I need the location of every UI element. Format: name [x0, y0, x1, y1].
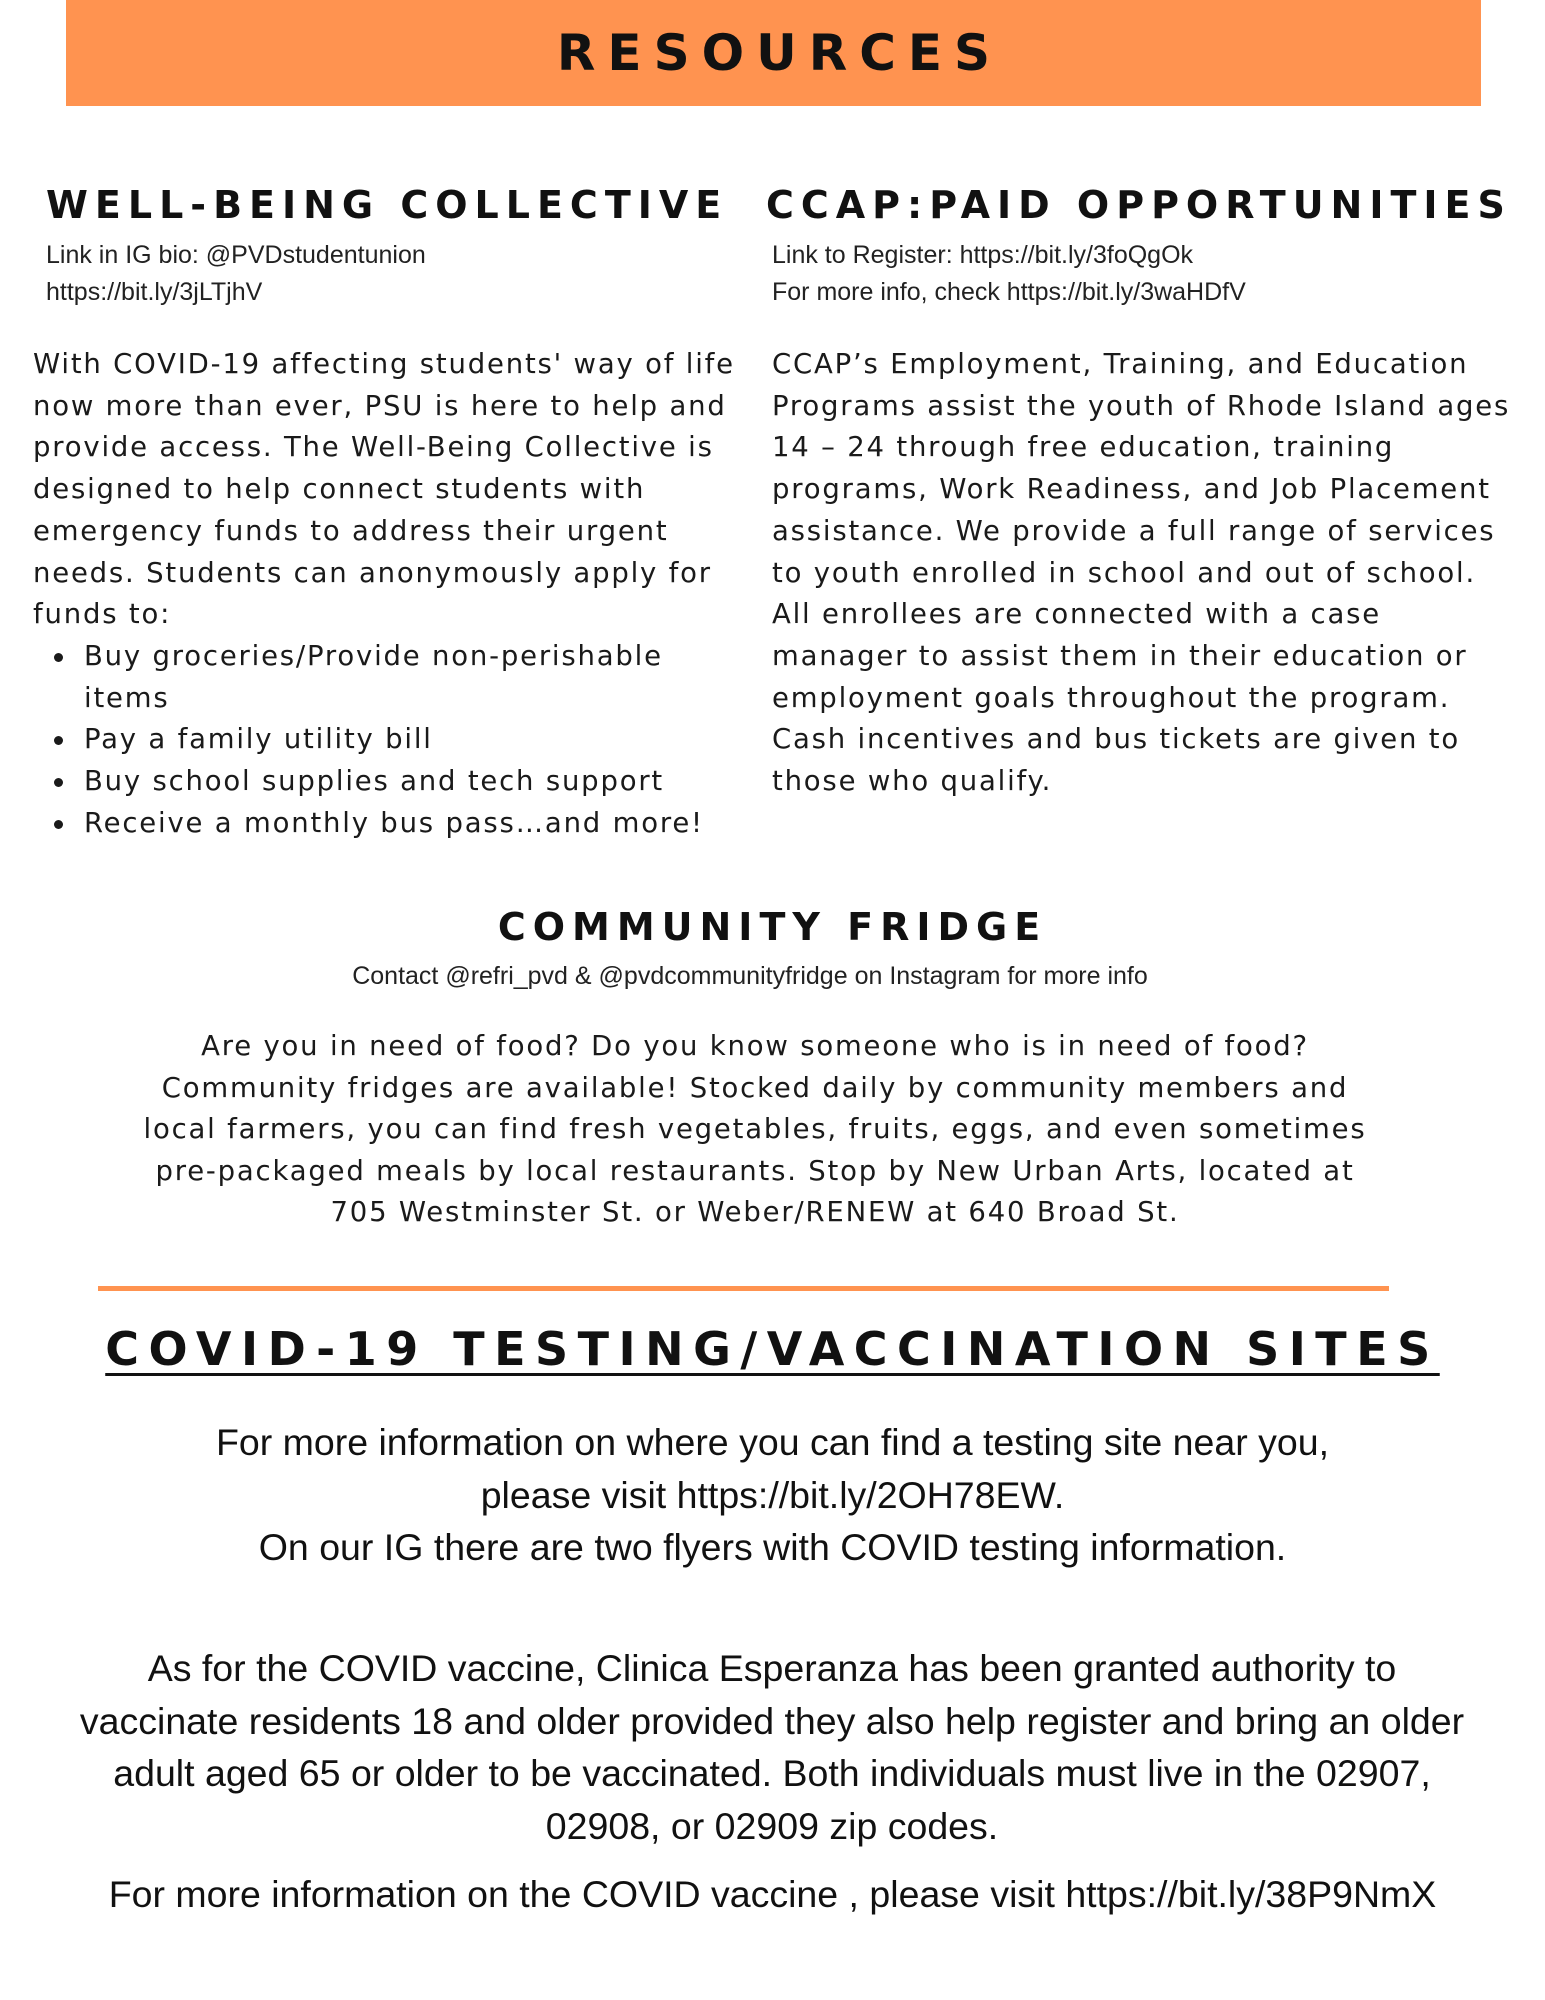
well-being-intro: With COVID-19 affecting students' way of life now more than ever, PSU is here to help and provide access. The Well-Being Collective is designed to help connect students with emergency funds to address their urgent needs. Students can anonymously apply for funds to:: [33, 348, 735, 631]
well-being-url: https://bit.ly/3jLTjhV: [46, 278, 263, 306]
page-title: RESOURCES: [556, 24, 1003, 82]
well-being-heading: WELL-BEING COLLECTIVE: [46, 183, 729, 227]
community-fridge-body: Are you in need of food? Do you know someone who is in need of food? Community fridges are available! Stocked daily by community members and local farmers, you can find fresh vegetables, fruits, eggs, and even sometimes pre-packaged meals by local restaurants. Stop by New Urban Arts, located at 705 Westminster St. or Weber/RENEW at 640 Broad St.: [143, 1030, 1367, 1228]
list-item: Buy groceries/Provide non-perishable items: [84, 636, 743, 719]
testing-info-line: On our IG there are two flyers with COVID testing information.: [258, 1526, 1287, 1568]
vaccine-link-line: For more information on the COVID vaccine , please visit https://bit.ly/38P9NmX: [108, 1873, 1437, 1915]
vaccine-info: [72, 1642, 1472, 1852]
section-divider: [98, 1286, 1389, 1291]
ccap-info-link: For more info, check https://bit.ly/3waHDfV: [772, 278, 1246, 306]
ccap-body: CCAP’s Employment, Training, and Education Programs assist the youth of Rhode Island ages 14 – 24 through free education, training programs, Work Readiness, and Job Placement assistance. We provide a full range of services to youth enrolled in school and out of school. All enrollees are connected with a case manager to assist them in their education or employment goals throughout the program. Cash incentives and bus tickets are given to those who qualify.: [772, 348, 1511, 798]
funds-list: [33, 636, 743, 845]
community-fridge-heading: COMMUNITY FRIDGE: [497, 905, 1048, 949]
ccap-heading: CCAP:PAID OPPORTUNITIES: [766, 183, 1512, 227]
well-being-ig-link: Link in IG bio: @PVDstudentunion: [46, 241, 426, 269]
vaccine-link-info: [0, 1868, 1545, 1921]
testing-info-line: For more information on where you can find a testing site near you,: [215, 1421, 1330, 1463]
vaccine-info-paragraph: As for the COVID vaccine, Clinica Esperanza has been granted authority to vaccinate residents 18 and older provided they also help register and bring an older adult aged 65 or older to be vaccinated. Both individuals must live in the 02907, 02908, or 02909 zip codes.: [79, 1647, 1465, 1847]
community-fridge-contact: Contact @refri_pvd & @pvdcommunityfridge on Instagram for more info: [352, 962, 1148, 990]
list-item: Receive a monthly bus pass…and more!: [84, 803, 743, 845]
well-being-body: [33, 344, 743, 844]
testing-info-line: please visit https://bit.ly/2OH78EW.: [480, 1473, 1065, 1516]
covid-sites-heading: [0, 1322, 1545, 1376]
list-item: Buy school supplies and tech support: [84, 761, 743, 803]
covid-sites-heading-text: COVID-19 TESTING/VACCINATION SITES: [105, 1322, 1440, 1376]
ccap-register-link: Link to Register: https://bit.ly/3foQgOk: [772, 241, 1194, 269]
list-item: Pay a family utility bill: [84, 719, 743, 761]
testing-info: [0, 1416, 1545, 1574]
resources-banner: [66, 0, 1481, 106]
